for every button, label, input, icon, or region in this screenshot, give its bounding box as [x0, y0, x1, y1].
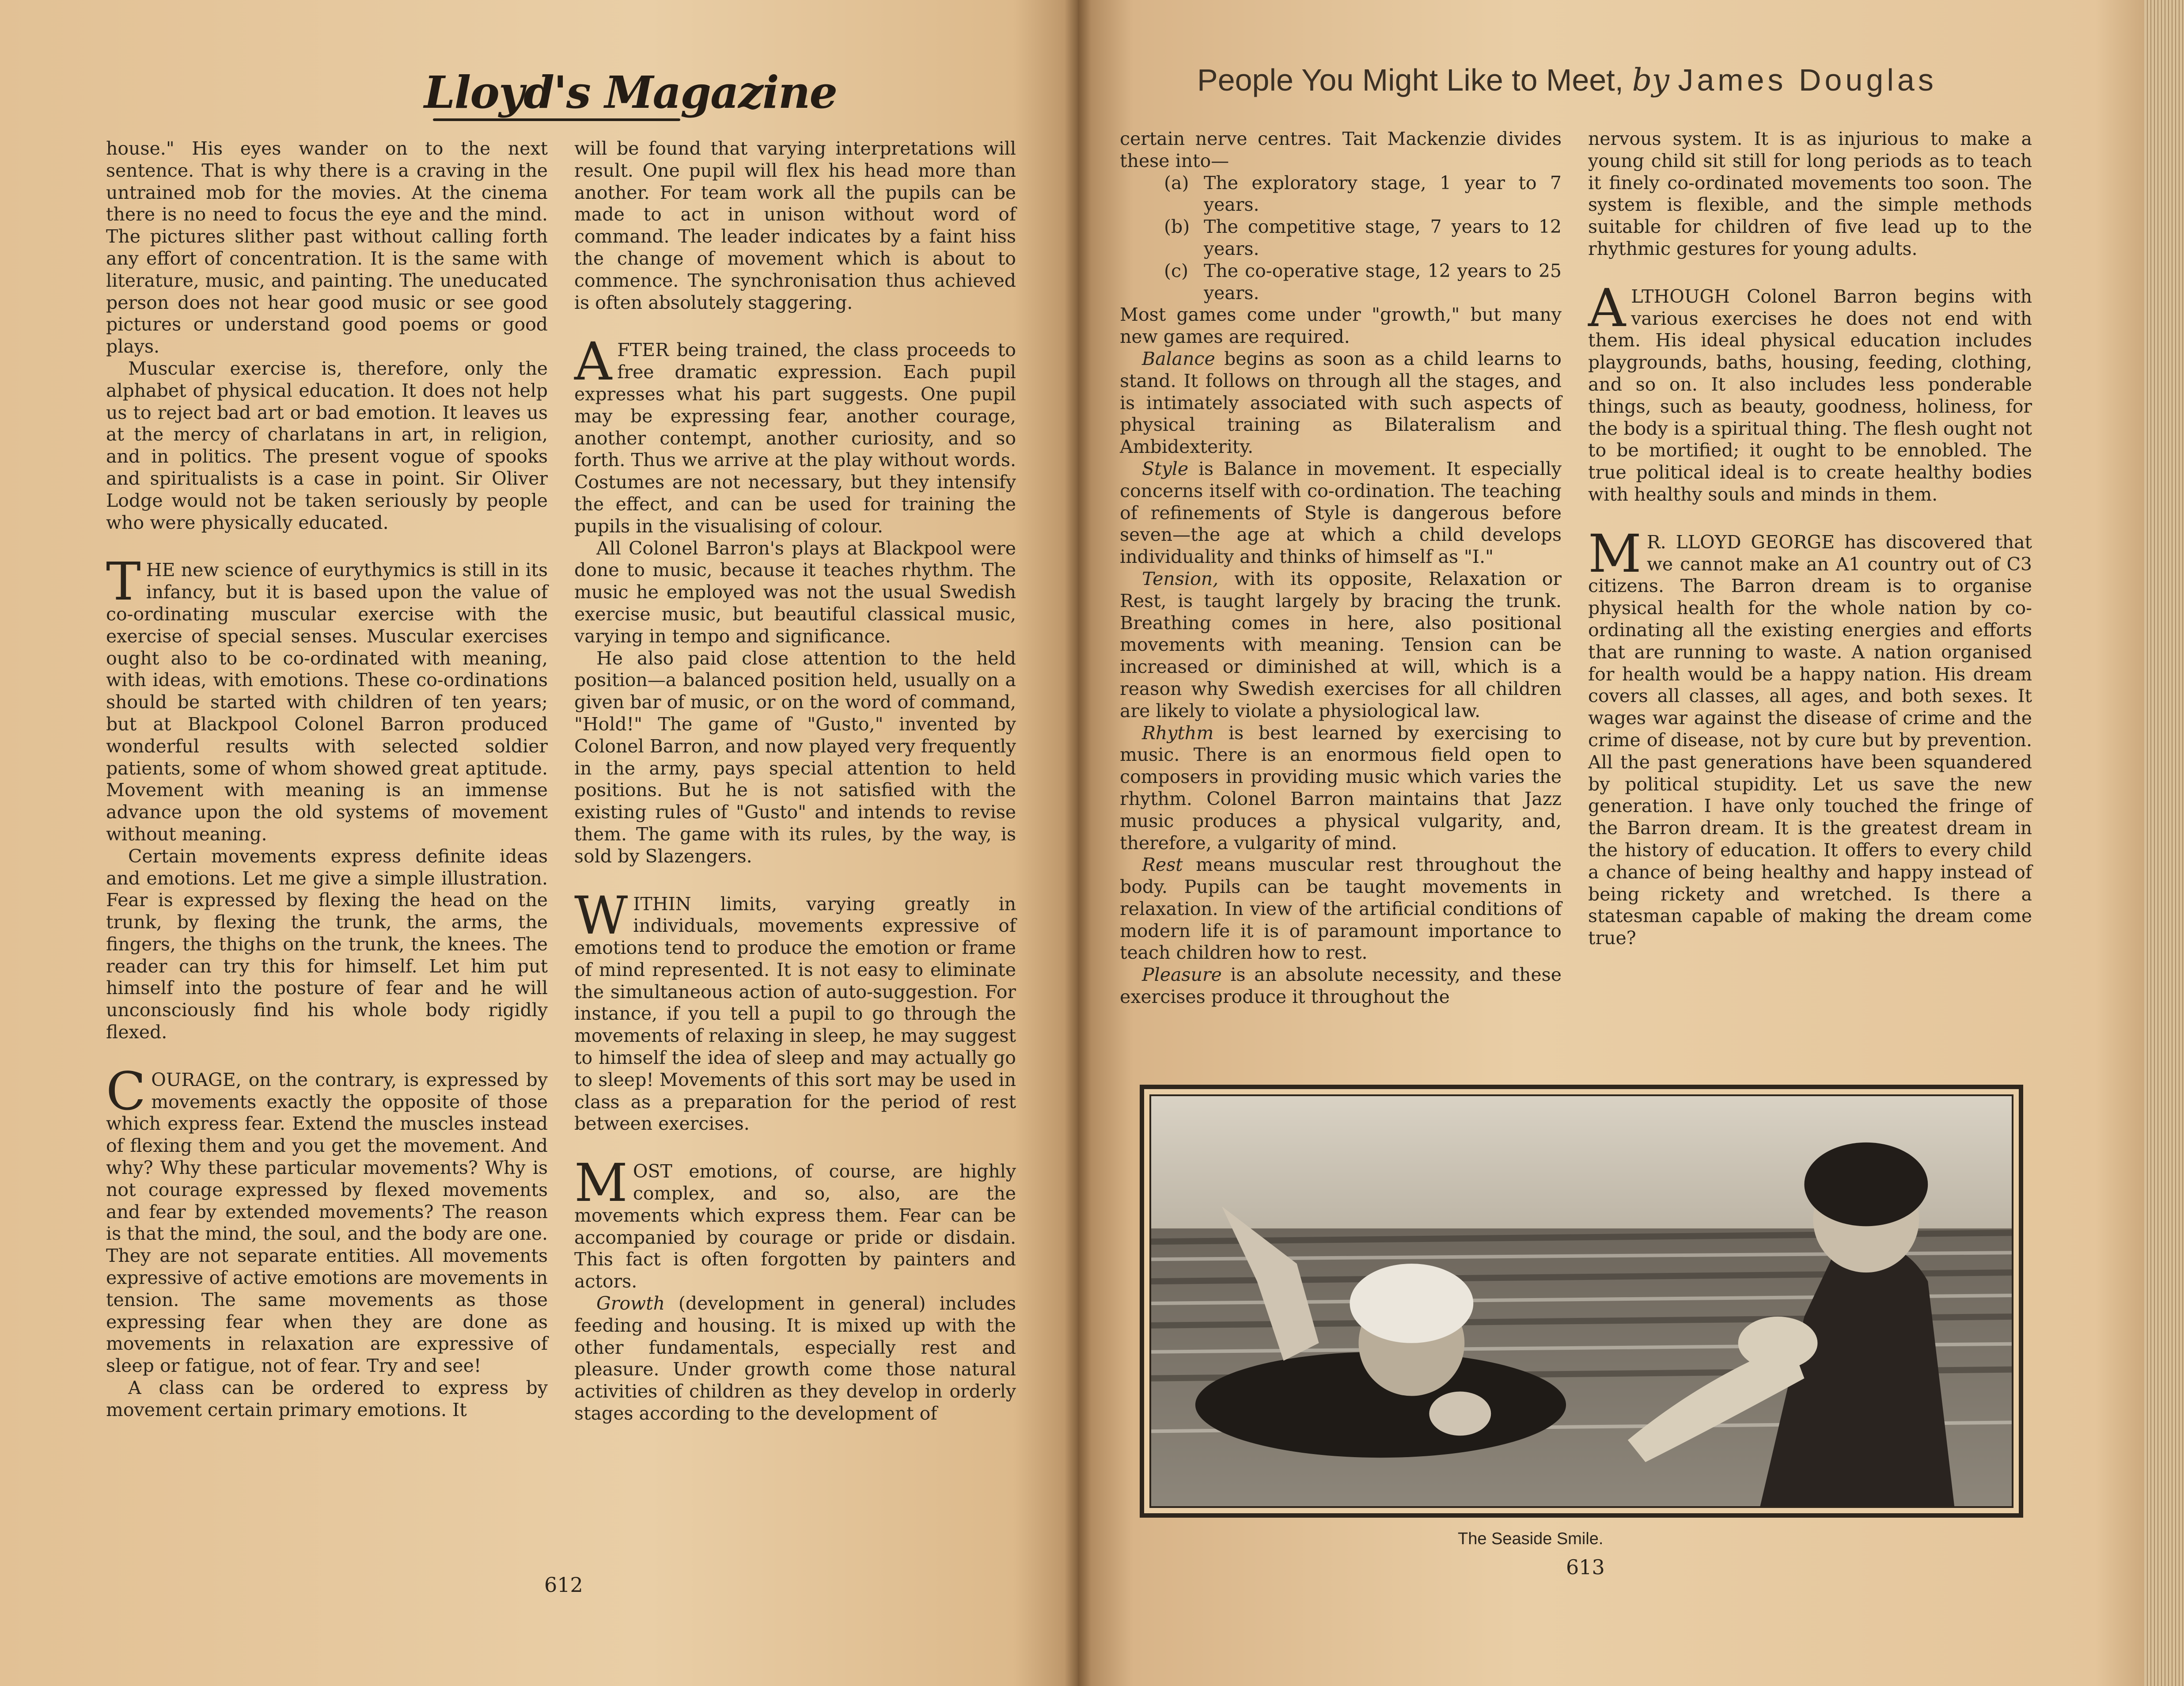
page-number-left: 612 — [544, 1573, 583, 1597]
photo-caption: The Seaside Smile. — [1458, 1530, 1604, 1548]
running-head-author: James Douglas — [1678, 63, 1937, 97]
list-text: The competitive stage, 7 years to 12 years. — [1204, 216, 1562, 259]
paragraph-text: is an absolute necessity, and these exercises produce it throughout the — [1120, 964, 1562, 1008]
article-column-2 — [574, 138, 1016, 1425]
drop-cap: T — [106, 551, 141, 612]
list-label: (a) — [1164, 172, 1189, 194]
paragraph — [1120, 348, 1562, 458]
paragraph-text: HE new science of eurythymics is still in its infancy, but it is based upon the value of co-ordinating muscular exercise with the exercise of special senses. Muscular exercises ought also to be co-ordinated with meaning, with ideas, with emotions. These co-ordinations should be started with children of ten years; but at Blackpool Colonel Barron produced wonderful results with selected soldier patients, some of whom showed great aptitude. Movement with meaning is an immense advance upon the old systems of movement without meaning. — [106, 559, 548, 845]
drop-cap: C — [106, 1060, 146, 1122]
paragraph-text: ITHIN limits, varying greatly in individuals, movements expressive of emotions tend to produce the emotion or frame of mind represented. It is not easy to eliminate the simultaneous action of auto-suggestion. For instance, if you tell a pupil to go through the movements of relaxing in sleep, he may suggest to himself the idea of sleep and may actually go to sleep! Movements of this sort may be used in class as a preparation for the period of rest between exercises. — [574, 893, 1016, 1135]
page-number-right: 613 — [1566, 1555, 1605, 1579]
paragraph: certain nerve centres. Tait Mackenzie divides these into— — [1120, 128, 1562, 171]
term: Balance — [1142, 348, 1215, 369]
paragraph-text: with its opposite, Relaxation or Rest, is taught largely by bracing the trunk. Breathing comes in here, also positional movements with meaning. Tension can be increased or diminished at will, which is a reason why Swedish exercises for all children are likely to violate a physiological law. — [1120, 568, 1562, 721]
paragraph — [1120, 964, 1562, 1008]
paragraph-dropcap — [574, 331, 1016, 537]
term: Rest — [1142, 854, 1183, 876]
paragraph: nervous system. It is as injurious to make a young child sit still for long periods as to teach it finely co-ordinated movements too soon. The system is flexible, and the simple methods suitable for children of five lead up to the rhythmic gestures for young adults. — [1588, 128, 2032, 259]
running-head-title: People You Might Like to Meet, — [1197, 63, 1624, 97]
paragraph-text: OST emotions, of course, are highly complex, and so, also, are the movements which express them. Fear can be accompanied by courage or pride or disdain. This fact is often forgotten by painters and actors. — [574, 1161, 1016, 1292]
paragraph: Most games come under "growth," but many new games are required. — [1120, 304, 1562, 348]
list-label: (b) — [1164, 216, 1190, 238]
paragraph-dropcap — [574, 885, 1016, 1135]
drop-cap: M — [574, 1152, 628, 1214]
drop-cap: M — [1588, 523, 1642, 584]
article-column-3 — [1120, 128, 1562, 1008]
term: Tension, — [1142, 568, 1219, 589]
paragraph-text: begins as soon as a child learns to stand. It follows on through all the stages, and is intimately associated with such aspects of physical training as Bilateralism and Ambidexterity. — [1120, 348, 1562, 458]
paragraph-dropcap — [574, 1152, 1016, 1293]
list-item — [1120, 216, 1562, 260]
seaside-photo-illustration — [1151, 1096, 2012, 1506]
running-head — [1197, 62, 1948, 98]
paragraph: Certain movements express definite ideas and emotions. Let me give a simple illustration. Fear is expressed by flexing the head on the trunk, by flexing the trunk, the arms, the fingers, the thighs on the trunk, the knees. The reader can try this for himself. Let him put himself into the posture of fear and he will unconsciously find his whole body rigidly flexed. — [106, 845, 548, 1043]
drop-cap: A — [574, 331, 612, 392]
paragraph — [1120, 568, 1562, 722]
paragraph-text: (development in general) includes feeding and housing. It is mixed up with the other fundamentals, especially rest and pleasure. Under growth come those natural activities of children as they develop in orderly stages according to the development of — [574, 1293, 1016, 1424]
term: Rhythm — [1142, 722, 1214, 744]
paragraph-text: OURAGE, on the contrary, is expressed by movements exactly the opposite of those which express fear. Extend the muscles instead of flexing them and you get the movement. And why? Why these particular movements? Why is not courage expressed by flexed movements and fear by extended movements? The reason is that the mind, the soul, and the body are one. They are not separate entities. All movements expressive of active emotions are movements in tension. The same movements as those expressing fear when they are done as movements in relaxation are expressive of sleep or fatigue, not of fear. Try and see! — [106, 1069, 548, 1377]
paragraph-text: LTHOUGH Colonel Barron begins with various exercises he does not end with them. His ideal physical education includes playgrounds, baths, housing, feeding, clothing, and so on. It also includes less ponderable things, such as beauty, goodness, holiness, for the body is a spiritual thing. The flesh ought not to be mortified; it ought to be ennobled. The true political ideal is to create healthy bodies with healthy souls and minds in them. — [1588, 285, 2032, 505]
paragraph — [1120, 458, 1562, 568]
article-column-1 — [106, 138, 548, 1421]
drop-cap: A — [1588, 277, 1626, 338]
list-text: The co-operative stage, 12 years to 25 years. — [1204, 260, 1562, 304]
list-text: The exploratory stage, 1 year to 7 years. — [1204, 172, 1562, 216]
paragraph-dropcap — [1588, 523, 2032, 949]
paragraph-text: is Balance in movement. It especially concerns itself with co-ordination. The teaching of refinements of Style is dangerous before seven—the age at which a child develops individuality and thinks of himself as "I." — [1120, 458, 1562, 568]
paragraph: Muscular exercise is, therefore, only the alphabet of physical education. It does not help us to reject bad art or bad emotion. It leaves us at the mercy of charlatans in art, in religion, and in politics. The present vogue of spooks and spiritualists is a case in point. Sir Oliver Lodge would not be taken seriously by people who were physically educated. — [106, 357, 548, 533]
paragraph: house." His eyes wander on to the next sentence. That is why there is a craving in the untrained mob for the movies. At the cinema there is no need to focus the eye and the mind. The pictures slither past without calling forth any effort of concentration. It is the same with literature, music, and painting. The uneducated person does not hear good music or see good pictures or understand good poems or good plays. — [106, 138, 548, 357]
masthead-flourish — [433, 118, 680, 121]
list-label: (c) — [1164, 260, 1188, 281]
paragraph: He also paid close attention to the held position—a balanced position held, usually on a given bar of music, or on the word of command, "Hold!" The game of "Gusto," invented by Colonel Barron, and now played very frequently in the army, pays special attention to held positions. But he is not satisfied with the existing rules of "Gusto" and intends to revise them. The game with its rules, by the way, is sold by Slazengers. — [574, 647, 1016, 867]
paragraph — [574, 1293, 1016, 1425]
paragraph-text: means muscular rest throughout the body. Pupils can be taught movements in relaxation. In view of the artificial conditions of modern life it is of paramount importance to teach children how to rest. — [1120, 854, 1562, 964]
paragraph: A class can be ordered to express by movement certain primary emotions. It — [106, 1377, 548, 1420]
paragraph — [1120, 722, 1562, 854]
page-edges — [2144, 0, 2184, 1686]
article-column-4 — [1588, 128, 2032, 949]
masthead: Lloyd's Magazine — [424, 66, 837, 118]
paragraph — [1120, 854, 1562, 964]
list-item — [1120, 260, 1562, 304]
paragraph: will be found that varying interpretations will result. One pupil will flex his head more than another. For team work all the pupils can be made to act in unison without word of command. The leader indicates by a faint hiss the change of movement which is about to commence. The synchronisation thus achieved is often absolutely staggering. — [574, 138, 1016, 313]
photograph-frame — [1140, 1085, 2023, 1518]
term: Style — [1142, 458, 1189, 479]
list-item — [1120, 172, 1562, 216]
term-growth: Growth — [596, 1293, 665, 1314]
paragraph-dropcap — [106, 1060, 548, 1377]
paragraph-text: R. LLOYD GEORGE has discovered that we cannot make an A1 country out of C3 citizens. The Barron dream is to organise physical health for the whole nation by co-ordinating all the existing energies and efforts that are running to waste. A nation organised for health would be a happy nation. His dream covers all classes, all ages, and both sexes. It wages war against the disease of crime and the crime of disease, not by cure but by prevention. All the past generations have been squandered by political stupidity. Let us save the new generation. I have only touched the fringe of the Barron dream. It is the greatest dream in the history of education. It offers to every child a chance of being healthy and happy instead of being rickety and wretched. Is there a statesman capable of making the dream come true? — [1588, 531, 2032, 949]
paragraph-dropcap — [106, 551, 548, 845]
paragraph-text: is best learned by exercising to music. There is an enormous field open to composers in providing music which varies the rhythm. Colonel Barron maintains that Jazz music produces a physical vulgarity, and, therefore, a vulgarity of mind. — [1120, 722, 1562, 854]
paragraph-text: FTER being trained, the class proceeds to free dramatic expression. Each pupil expresses what his part suggests. One pupil may be expressing fear, another courage, another contempt, another curiosity, and so forth. Thus we arrive at the play without words. Costumes are not necessary, but they intensify the effect, and can be used for training the pupils in the visualising of colour. — [574, 339, 1016, 537]
paragraph-dropcap — [1588, 277, 2032, 506]
photograph — [1149, 1094, 2013, 1508]
term: Pleasure — [1142, 964, 1222, 986]
running-head-by: by — [1632, 62, 1669, 98]
book-gutter — [1065, 0, 1091, 1686]
drop-cap: W — [574, 885, 628, 946]
paragraph: All Colonel Barron's plays at Blackpool were done to music, because it teaches rhythm. The music he employed was not the usual Swedish exercise music, but beautiful classical music, varying in tempo and significance. — [574, 537, 1016, 647]
